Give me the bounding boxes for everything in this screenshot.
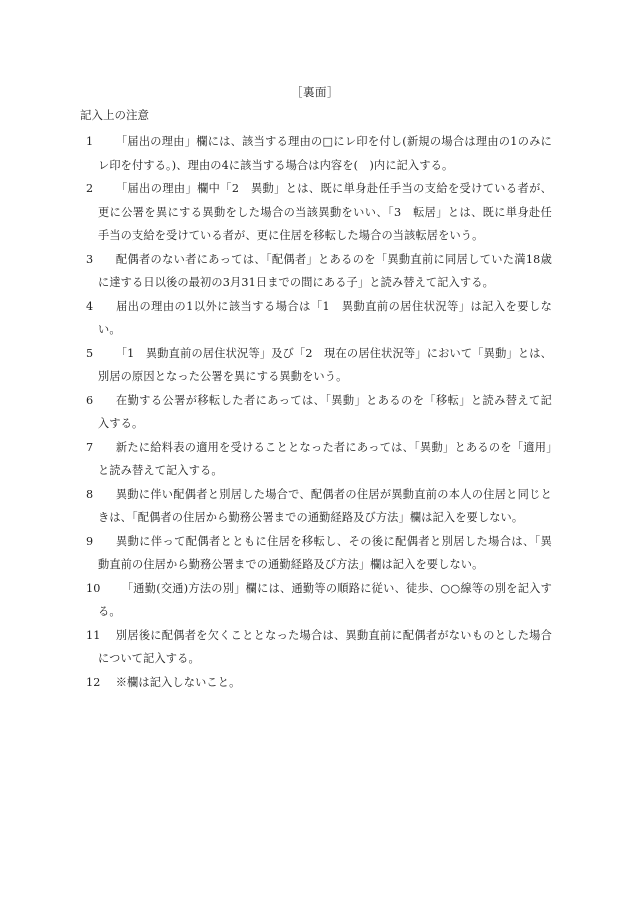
note-number: 9 bbox=[86, 534, 94, 548]
note-number: 7 bbox=[86, 440, 94, 454]
note-item bbox=[86, 389, 552, 436]
note-number: 3 bbox=[86, 252, 94, 266]
note-number: 2 bbox=[86, 182, 94, 195]
note-text: 「届出の理由」欄には、該当する理由の□にレ印を付し(新規の場合は理由の1のみにレ印を付する。)、理由の4に該当する場合は内容を( )内に記入する。 bbox=[98, 135, 552, 172]
note-item bbox=[86, 624, 552, 671]
note-item bbox=[86, 342, 552, 389]
note-text: 異動に伴って配偶者とともに住居を移転し、その後に配偶者と別居した場合は、「異動直前の住居から勤務公署までの通勤経路及び方法」欄は記入を要しない。 bbox=[98, 534, 552, 571]
note-text: 別居後に配偶者を欠くこととなった場合は、異動直前に配偶者がないものとした場合について記入する。 bbox=[98, 628, 552, 665]
note-text: 配偶者のない者にあっては、「配偶者」とあるのを「異動直前に同居していた満18歳に達する日以後の最初の3月31日までの間にある子」と読み替えて記入する。 bbox=[98, 252, 552, 289]
note-text: 「通勤(交通)方法の別」欄には、通勤等の順路に従い、徒歩、○○線等の別を記入する。 bbox=[98, 581, 552, 618]
note-number: 11 bbox=[86, 628, 101, 642]
side-label: ［裏面］ bbox=[291, 85, 339, 99]
note-item bbox=[86, 483, 552, 530]
note-number: 5 bbox=[86, 346, 94, 360]
note-text: 届出の理由の1以外に該当する場合は「1 異動直前の居住状況等」は記入を要しない。 bbox=[98, 299, 552, 336]
note-item bbox=[86, 248, 552, 295]
note-text: 「1 異動直前の居住状況等」及び「2 現在の居住状況等」において「異動」とは、別居の原因となった公署を異にする異動をいう。 bbox=[98, 346, 552, 383]
note-text: 新たに給料表の適用を受けることとなった者にあっては、「異動」とあるのを「適用」と読み替えて記入する。 bbox=[98, 440, 552, 477]
note-number: 8 bbox=[86, 487, 94, 501]
note-number: 10 bbox=[86, 581, 101, 595]
note-number: 4 bbox=[86, 299, 94, 313]
note-text: 「届出の理由」欄中「2 異動」とは、既に単身赴任手当の支給を受けている者が、更に公署を異にする異動をした場合の当該異動をいい、「3 転居」とは、既に単身赴任手当の支給を受けている者が、更に住居を移転した場合の当該転居をいう。 bbox=[98, 182, 552, 242]
note-number: 12 bbox=[86, 675, 101, 689]
note-item bbox=[86, 671, 552, 695]
note-item bbox=[86, 295, 552, 342]
note-item bbox=[86, 530, 552, 577]
note-text: 在勤する公署が移転した者にあっては、「異動」とあるのを「移転」と読み替えて記入する。 bbox=[98, 393, 552, 430]
note-text: 異動に伴い配偶者と別居した場合で、配偶者の住居が異動直前の本人の住居と同じときは、「配偶者の住居から勤務公署までの通勤経路及び方法」欄は記入を要しない。 bbox=[98, 487, 552, 524]
note-number: 6 bbox=[86, 393, 94, 407]
note-item bbox=[86, 436, 552, 483]
note-text: ※欄は記入しないこと。 bbox=[115, 675, 241, 689]
note-item bbox=[86, 577, 552, 624]
notes-list bbox=[86, 130, 552, 694]
note-item bbox=[86, 130, 552, 177]
notes-heading: 記入上の注意 bbox=[80, 108, 149, 122]
note-item bbox=[86, 177, 552, 248]
note-number: 1 bbox=[86, 135, 94, 148]
